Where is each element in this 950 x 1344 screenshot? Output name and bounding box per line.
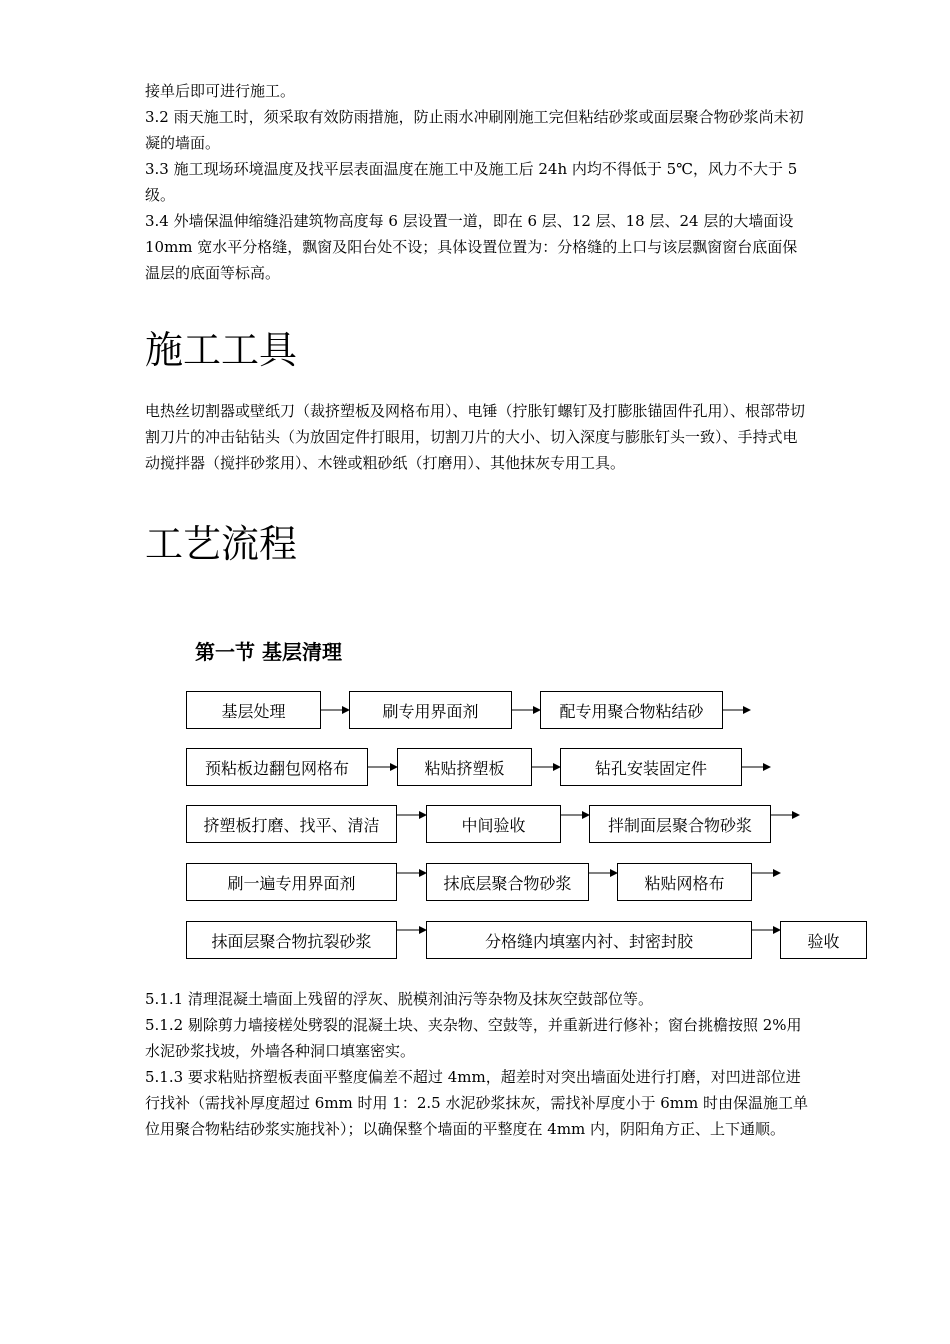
paragraph-3-2: 3.2 雨天施工时，须采取有效防雨措施，防止雨水冲刷刚施工完但粘结砂浆或面层聚合物砂浆尚未初凝的墙面。 — [145, 108, 804, 152]
flow-box-mix-surface-mortar: 拌制面层聚合物砂浆 — [589, 805, 771, 843]
flow-box-joint-sealing: 分格缝内填塞内衬、封密封胶 — [426, 921, 752, 959]
heading-tools: 施工工具 — [145, 328, 298, 372]
flow-box-intermediate-inspection: 中间验收 — [426, 805, 561, 843]
paragraph-3-3: 3.3 施工现场环境温度及找平层表面温度在施工中及施工后 24h 内均不得低于 5℃，风力不大于 5 级。 — [145, 160, 798, 204]
flow-box-mix-bonding-mortar: 配专用聚合物粘结砂 — [540, 691, 723, 729]
paragraph-intro-end: 接单后即可进行施工。 — [145, 82, 296, 100]
paragraph-5-1-1: 5.1.1 清理混凝土墙面上残留的浮灰、脱模剂油污等杂物及抹灰空鼓部位等。 — [145, 990, 653, 1008]
flow-box-base-coat-mortar: 抹底层聚合物砂浆 — [426, 863, 589, 901]
section-title: 第一节 基层清理 — [195, 640, 342, 664]
flow-box-base-treatment: 基层处理 — [186, 691, 321, 729]
flow-box-acceptance: 验收 — [780, 921, 867, 959]
flow-box-sand-level-clean: 挤塑板打磨、找平、清洁 — [186, 805, 397, 843]
paragraph-tools: 电热丝切割器或壁纸刀（裁挤塑板及网格布用）、电锤（拧胀钉螺钉及打膨胀锚固件孔用）、根部带切割刀片的冲击钻钻头（为放固定件打眼用，切割刀片的大小、切入深度与膨胀钉头一致）、手持式电动搅拌器（搅拌砂浆用）、木锉或粗砂纸（打磨用）、其他抹灰专用工具。 — [145, 402, 806, 472]
paragraph-5-1-2: 5.1.2 剔除剪力墙接槎处劈裂的混凝土块、夹杂物、空鼓等，并重新进行修补；窗台挑檐按照 2%用水泥砂浆找坡，外墙各种洞口填塞密实。 — [145, 1016, 802, 1060]
flow-box-paste-xps-board: 粘贴挤塑板 — [397, 748, 532, 786]
flow-box-interface-agent: 刷专用界面剂 — [349, 691, 512, 729]
heading-process: 工艺流程 — [145, 522, 298, 566]
paragraph-3-4: 3.4 外墙保温伸缩缝沿建筑物高度每 6 层设置一道，即在 6 层、12 层、18 层、24 层的大墙面设 10mm 宽水平分格缝，飘窗及阳台处不设；具体设置位置为：分格缝的上口与该层飘窗窗台底面保温层的底面等标高。 — [145, 212, 798, 282]
flow-box-paste-mesh: 粘贴网格布 — [617, 863, 752, 901]
flow-box-drill-anchors: 钻孔安装固定件 — [560, 748, 742, 786]
flow-box-anti-crack-mortar: 抹面层聚合物抗裂砂浆 — [186, 921, 397, 959]
paragraph-5-1-3: 5.1.3 要求粘贴挤塑板表面平整度偏差不超过 4mm，超差时对突出墙面处进行打磨，对凹进部位进行找补（需找补厚度超过 6mm 时用 1：2.5 水泥砂浆抹灰，需找补厚度小于 6mm 时由保温施工单位用聚合物粘结砂浆实施找补）；以确保整个墙面的平整度在 4mm 内，阴阳角方正、上下通顺。 — [145, 1068, 808, 1138]
flow-box-pre-wrap-mesh: 预粘板边翻包网格布 — [186, 748, 368, 786]
flow-box-brush-interface-once: 刷一遍专用界面剂 — [186, 863, 397, 901]
